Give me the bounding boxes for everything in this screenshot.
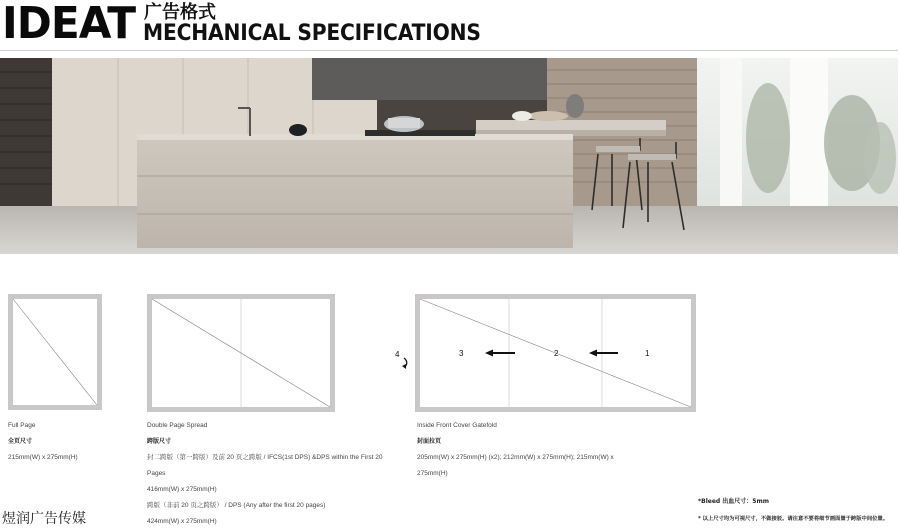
double-page-line-2: Pages <box>147 470 166 477</box>
double-page-spread-diagram <box>147 294 335 412</box>
header-title-cn: 广告格式 <box>144 2 216 23</box>
bleed-note: *Bleed 出血尺寸：5mm <box>698 498 769 505</box>
double-page-line-3: 416mm(W) x 275mm(H) <box>147 486 217 493</box>
gatefold-label-cn: 封面拉页 <box>417 438 442 445</box>
full-page-label-cn: 全页尺寸 <box>8 438 33 445</box>
gatefold-line-2: 275mm(H) <box>417 470 448 477</box>
gatefold-caption <box>417 418 657 482</box>
full-page-diagram <box>8 294 102 410</box>
gatefold-title: Inside Front Cover Gatefold <box>417 422 497 429</box>
kitchen-photo <box>0 58 898 254</box>
double-page-line-1: 封二跨版（第一跨版）及前 20 页之跨版 / IFCS(1st DPS) &DPS within the First 20 <box>147 454 383 461</box>
double-page-line-5: 424mm(W) x 275mm(H) <box>147 518 217 525</box>
gatefold-diagram <box>415 294 696 412</box>
gatefold-panel-3: 3 <box>459 349 464 358</box>
full-page-caption <box>8 418 138 466</box>
double-page-title: Double Page Spread <box>147 422 208 429</box>
gatefold-panel-2: 2 <box>554 349 559 358</box>
disclaimer-note: * 以上尺寸均为可视尺寸，不做接驳。请注意不要将细节画面置于跨版中间位置。 <box>698 516 889 522</box>
full-page-size: 215mm(W) x 275mm(H) <box>8 454 78 461</box>
double-page-caption <box>147 418 397 530</box>
watermark-text: 煜润广告传媒 <box>2 511 86 527</box>
gatefold-panel-1: 1 <box>645 349 650 358</box>
double-page-line-4: 跨版（非前 20 页之跨版） / DPS (Any after the first 20 pages) <box>147 502 326 509</box>
brand-logo: IDEAT <box>2 0 136 49</box>
full-page-title: Full Page <box>8 422 36 429</box>
gatefold-line-1: 205mm(W) x 275mm(H) (x2); 212mm(W) x 275mm(H); 215mm(W) x <box>417 454 614 461</box>
header-title-en: MECHANICAL SPECIFICATIONS <box>143 21 481 46</box>
gatefold-fold-number: 4 <box>395 350 400 359</box>
header-divider <box>0 50 898 51</box>
fold-arrow-icon <box>399 356 413 370</box>
double-page-label-cn: 跨版尺寸 <box>147 438 172 445</box>
